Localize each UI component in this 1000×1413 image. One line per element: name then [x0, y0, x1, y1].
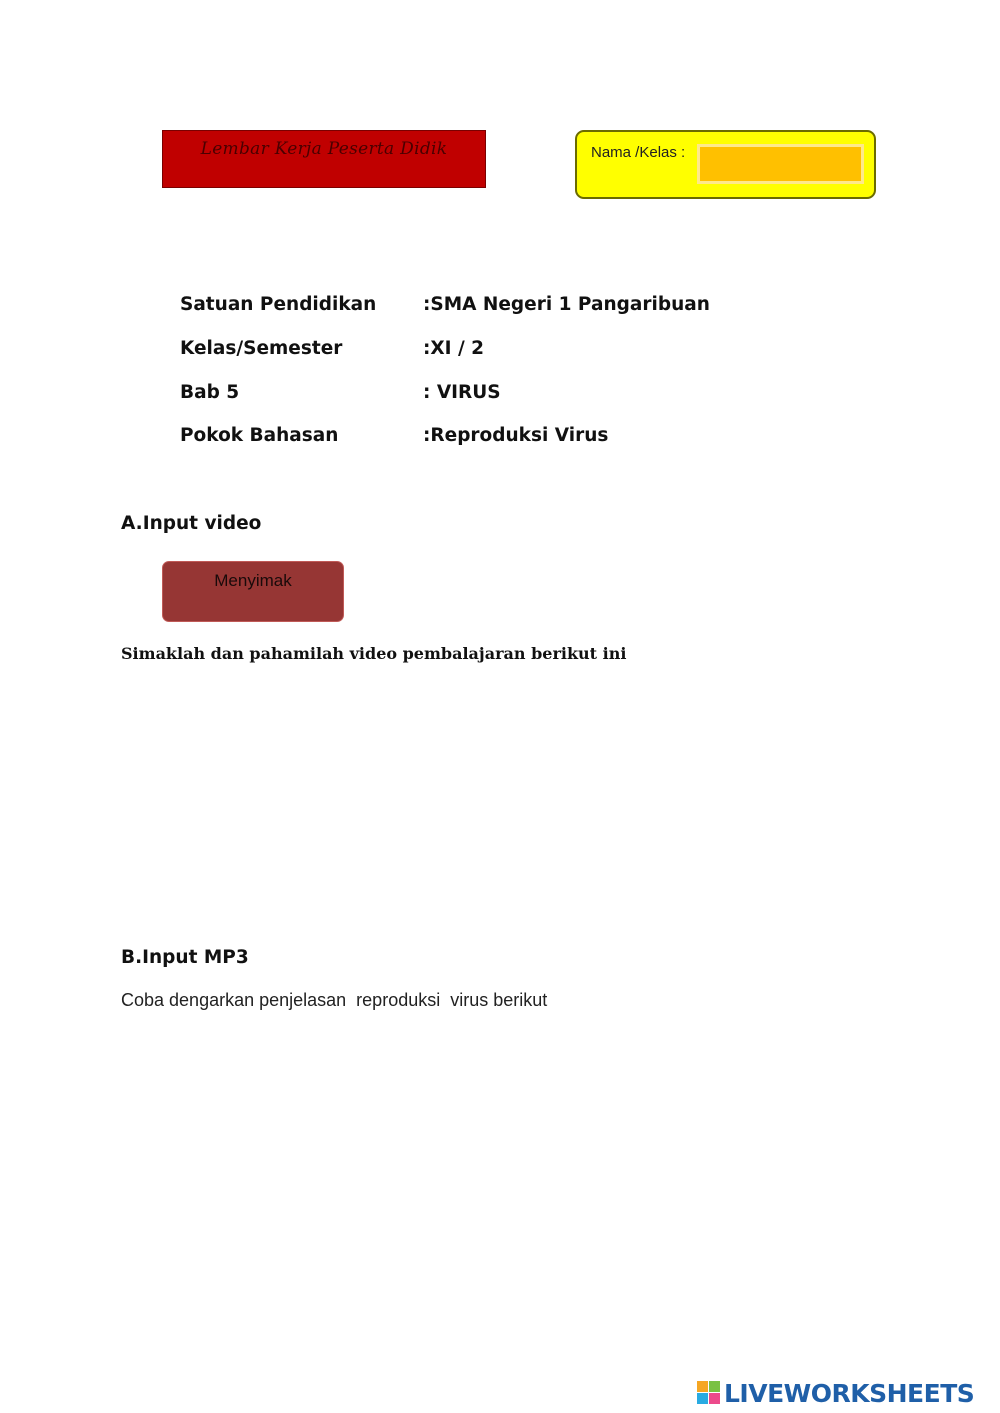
name-class-input[interactable]	[697, 144, 864, 184]
name-class-box	[575, 130, 876, 199]
menyimak-label: Menyimak	[214, 571, 292, 590]
lkpd-title: Lembar Kerja Peserta Didik	[200, 139, 448, 159]
info-value: :XI / 2	[423, 338, 485, 359]
video-embed-area[interactable]	[121, 676, 879, 926]
video-instruction: Simaklah dan pahamilah video pembalajaran berikut ini	[121, 644, 627, 663]
menyimak-button[interactable]	[162, 561, 344, 622]
info-value: :Reproduksi Virus	[423, 425, 609, 446]
lkpd-title-banner	[162, 130, 486, 188]
info-label: Pokok Bahasan	[180, 425, 339, 446]
info-label: Kelas/Semester	[180, 338, 343, 359]
liveworksheets-logo-icon	[697, 1381, 721, 1405]
section-a-heading: A.Input video	[121, 513, 262, 534]
liveworksheets-brand	[697, 1376, 974, 1410]
audio-embed-area[interactable]	[121, 1025, 879, 1285]
audio-instruction: Coba dengarkan penjelasan reproduksi virus berikut	[121, 990, 548, 1010]
liveworksheets-wordmark: LIVEWORKSHEETS	[724, 1378, 975, 1408]
section-b-heading: B.Input MP3	[121, 947, 249, 968]
info-label: Bab 5	[180, 382, 240, 403]
info-label: Satuan Pendidikan	[180, 294, 377, 315]
name-class-label: Nama /Kelas :	[591, 144, 686, 161]
info-value: : VIRUS	[423, 382, 501, 403]
info-value: :SMA Negeri 1 Pangaribuan	[423, 294, 710, 315]
